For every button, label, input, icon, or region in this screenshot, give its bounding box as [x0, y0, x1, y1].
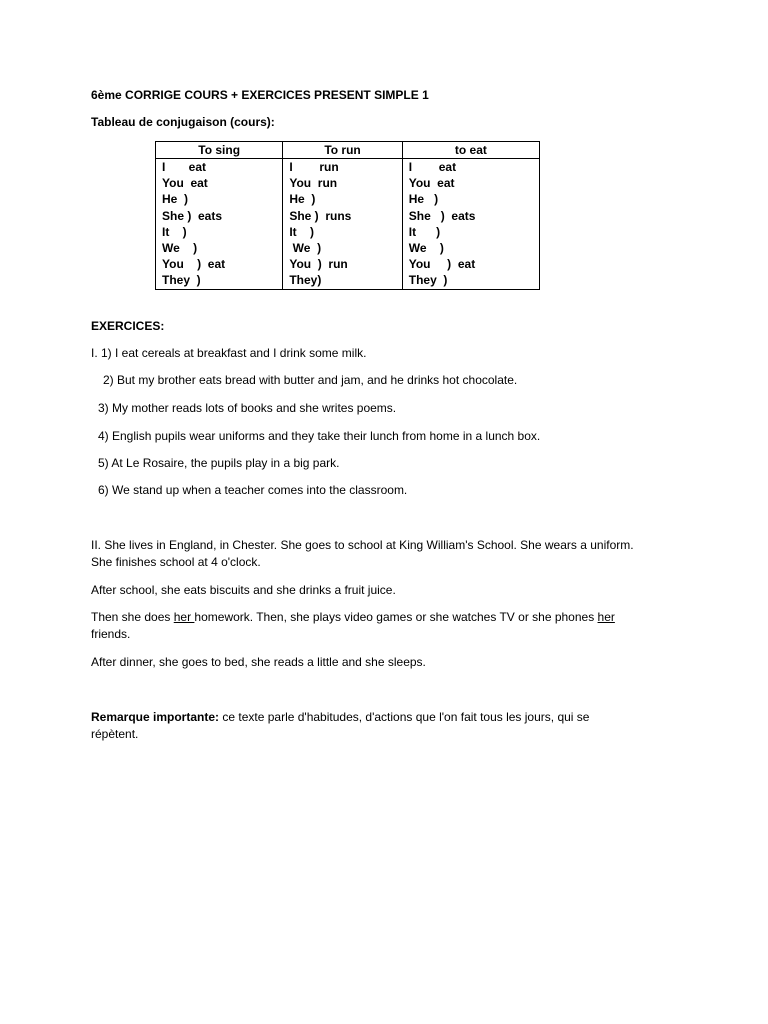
- column-header-to-eat: to eat: [402, 142, 539, 159]
- table-header-row: [156, 142, 540, 159]
- conjugation-line: You eat: [408, 176, 455, 191]
- column-header-to-sing: To sing: [156, 142, 283, 159]
- conjugation-line: It ): [289, 224, 314, 239]
- conjugation-line: You ) run: [289, 257, 348, 272]
- conjugation-table: [155, 141, 540, 290]
- underlined-her: her: [597, 610, 615, 624]
- exercise-1-sentence-4: 4) English pupils wear uniforms and they take their lunch from home in a lunch box.: [98, 429, 541, 443]
- conjugation-line: He ): [408, 192, 439, 207]
- paragraph-text: homework. Then, she plays video games or she watches TV or she phones: [194, 610, 598, 624]
- conjugation-line: He ): [289, 192, 316, 207]
- table-row: [156, 159, 540, 290]
- remark-line-1: [91, 709, 589, 725]
- underlined-her: her: [173, 610, 195, 624]
- conjugation-line: We ): [408, 240, 444, 255]
- column-header-to-run: To run: [283, 142, 402, 159]
- remark-text: ce texte parle d'habitudes, d'actions que l'on fait tous les jours, qui se: [219, 710, 590, 724]
- column-to-sing: [156, 159, 283, 290]
- conjugation-line: I eat: [408, 160, 457, 174]
- conjugation-line: She ) runs: [289, 208, 352, 223]
- exercises-heading: EXERCICES:: [91, 319, 165, 333]
- conjugation-line: She ) eats: [162, 208, 223, 223]
- exercise-2-paragraph-1-line-2: She finishes school at 4 o'clock.: [91, 555, 261, 569]
- conjugation-line: They): [289, 273, 322, 288]
- exercise-2-paragraph-4: After dinner, she goes to bed, she reads a little and she sleeps.: [91, 655, 426, 669]
- exercise-2-paragraph-1-line-1: II. She lives in England, in Chester. She goes to school at King William's School. She wears a uniform.: [91, 538, 634, 552]
- conjugation-line: You ) eat: [408, 257, 476, 272]
- remark-line-2: répètent.: [91, 727, 139, 741]
- exercise-1-sentence-3: 3) My mother reads lots of books and she writes poems.: [98, 401, 397, 415]
- conjugation-line: We ): [162, 240, 198, 255]
- conjugation-line: I eat: [162, 160, 207, 174]
- conjugation-line: She ) eats: [408, 208, 476, 223]
- exercise-1-sentence-6: 6) We stand up when a teacher comes into the classroom.: [98, 483, 408, 497]
- table-caption: Tableau de conjugaison (cours):: [91, 115, 275, 129]
- conjugation-line: We ): [289, 240, 322, 255]
- conjugation-line: They ): [162, 273, 201, 288]
- exercise-1-sentence-2: 2) But my brother eats bread with butter and jam, and he drinks hot chocolate.: [103, 373, 518, 387]
- remark-label: Remarque importante:: [91, 710, 220, 724]
- conjugation-line: It ): [408, 224, 441, 239]
- exercise-2-paragraph-3-line-2: friends.: [91, 627, 131, 641]
- conjugation-line: You eat: [162, 176, 208, 191]
- exercise-1-sentence-5: 5) At Le Rosaire, the pupils play in a big park.: [98, 456, 340, 470]
- conjugation-line: I run: [289, 160, 339, 174]
- exercise-2-paragraph-3-line-1: [91, 609, 615, 625]
- conjugation-line: You run: [289, 176, 338, 191]
- exercise-1-sentence-1: I. 1) I eat cereals at breakfast and I drink some milk.: [91, 346, 367, 360]
- column-to-run: [283, 159, 402, 290]
- column-to-eat: [402, 159, 539, 290]
- conjugation-line: You ) eat: [162, 257, 226, 272]
- conjugation-line: It ): [162, 224, 187, 239]
- exercise-2-paragraph-2: After school, she eats biscuits and she drinks a fruit juice.: [91, 583, 396, 597]
- conjugation-line: They ): [408, 273, 448, 288]
- paragraph-text: Then she does: [91, 610, 174, 624]
- conjugation-line: He ): [162, 192, 189, 207]
- page-title: 6ème CORRIGE COURS + EXERCICES PRESENT SIMPLE 1: [91, 88, 429, 102]
